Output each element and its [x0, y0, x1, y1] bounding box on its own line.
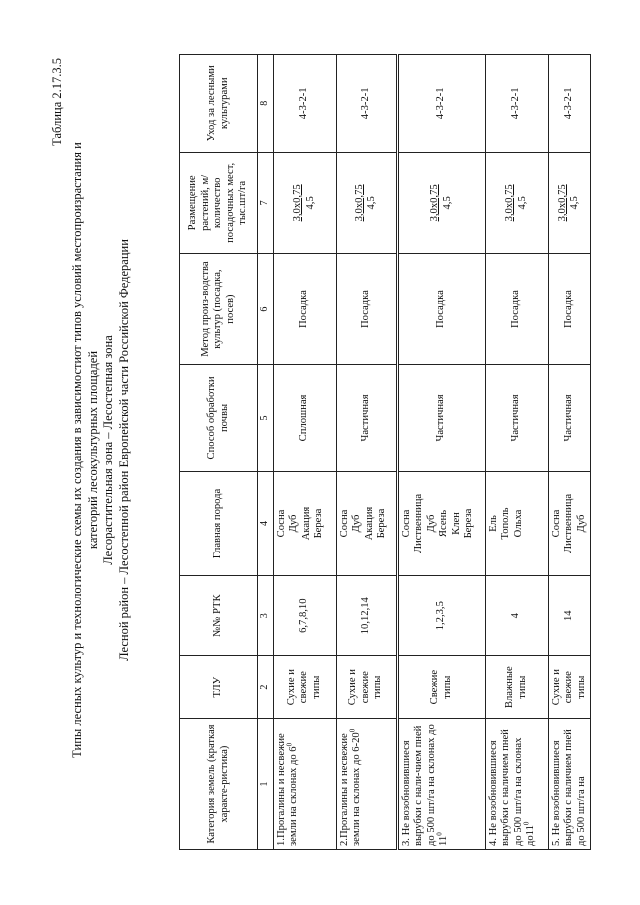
- care-cell: 4-3-2-1: [336, 55, 397, 153]
- col-number: 5: [258, 365, 274, 472]
- rtk-cell: 6,7,8,10: [273, 576, 336, 656]
- care-cell: 4-3-2-1: [548, 55, 591, 153]
- rtk-cell: 1,2,3,5: [397, 576, 485, 656]
- method-cell: Посадка: [485, 254, 548, 365]
- tlu-cell: Свежие типы: [397, 656, 485, 719]
- table-row: [273, 55, 336, 850]
- table-row: [336, 55, 397, 850]
- method-cell: Посадка: [548, 254, 591, 365]
- method-cell: Посадка: [397, 254, 485, 365]
- col-number: 8: [258, 55, 274, 153]
- table-row: [548, 55, 591, 850]
- tlu-cell: Сухие и свежие типы: [548, 656, 591, 719]
- col-number: 3: [258, 576, 274, 656]
- tlu-cell: Влажные типы: [485, 656, 548, 719]
- col-header-soil: Способ обработки почвы: [180, 365, 258, 472]
- table-title: [70, 50, 132, 850]
- rtk-cell: 14: [548, 576, 591, 656]
- column-number-row: [258, 55, 274, 850]
- rtk-cell: 10,12,14: [336, 576, 397, 656]
- forest-culture-table: [179, 54, 591, 850]
- header-row: [180, 55, 258, 850]
- soil-cell: Частичная: [485, 365, 548, 472]
- title-line-4: Лесной район – Лесостепной район Европейской части Российской Федерации: [116, 239, 131, 661]
- soil-cell: Частичная: [397, 365, 485, 472]
- category-cell: 4. Не возобновившиеся вырубки с наличием пней до 500 шт/га на склонах $до11^0$: [485, 719, 548, 850]
- title-line-2: категорий лесокультурных площадей: [85, 350, 100, 550]
- col-header-method: Метод произ-водства культур (посадка, посев): [180, 254, 258, 365]
- method-cell: Посадка: [273, 254, 336, 365]
- tlu-cell: Сухие и свежие типы: [273, 656, 336, 719]
- col-number: 6: [258, 254, 274, 365]
- col-number: 1: [258, 719, 274, 850]
- placement-cell: 3,0x0,75 4,5: [273, 152, 336, 254]
- placement-cell: 3,0x0,75 4,5: [397, 152, 485, 254]
- care-cell: 4-3-2-1: [273, 55, 336, 153]
- col-number: 4: [258, 471, 274, 575]
- col-number: 2: [258, 656, 274, 719]
- category-cell: 5. Не возобновившиеся вырубки с наличием пней до 500 шт/га на: [548, 719, 591, 850]
- table-row: [485, 55, 548, 850]
- category-cell: 1.Прогалины и несвежие земли на склонах до $6^0$: [273, 719, 336, 850]
- col-header-rtk: №№ РТК: [180, 576, 258, 656]
- placement-cell: 3,0x0,75 4,5: [336, 152, 397, 254]
- title-line-1: Типы лесных культур и технологические схемы их создания в зависимостиот типов условий местопроизрастания и: [70, 142, 84, 758]
- col-header-species: Главная порода: [180, 471, 258, 575]
- table-number: Таблица 2.17.3.5: [50, 58, 64, 146]
- category-cell: 3. Не возобновившиеся вырубки с нали-чием пней до 500 шт/га на склонах до $11^0$: [397, 719, 485, 850]
- soil-cell: Частичная: [548, 365, 591, 472]
- col-header-placement: Размещение растений, м/количество посадочных мест, тыс.шт/га: [180, 152, 258, 254]
- soil-cell: Сплошная: [273, 365, 336, 472]
- table-row: [397, 55, 485, 850]
- col-header-care: Уход за лесными культурами: [180, 55, 258, 153]
- col-number: 7: [258, 152, 274, 254]
- care-cell: 4-3-2-1: [397, 55, 485, 153]
- title-line-3: Лесорастительная зона – Лесостепная зона: [101, 335, 116, 565]
- placement-cell: 3,0x0,75 4,5: [548, 152, 591, 254]
- species-cell: Сосна Дуб Акация Береза: [273, 471, 336, 575]
- care-cell: 4-3-2-1: [485, 55, 548, 153]
- species-cell: Сосна Дуб Акация Береза: [336, 471, 397, 575]
- species-cell: Сосна Лиственница Дуб: [548, 471, 591, 575]
- species-cell: Сосна Лиственница Дуб Ясень Клен Береза: [397, 471, 485, 575]
- col-header-category: Категория земель (краткая характе-ристика): [180, 719, 258, 850]
- rotated-page: [40, 50, 600, 850]
- tlu-cell: Сухие и свежие типы: [336, 656, 397, 719]
- method-cell: Посадка: [336, 254, 397, 365]
- placement-cell: 3,0x0,75 4,5: [485, 152, 548, 254]
- category-cell: 2.Прогалины и несвежие земли на склонах до $6-20^0$: [336, 719, 397, 850]
- col-header-tlu: ТЛУ: [180, 656, 258, 719]
- rtk-cell: 4: [485, 576, 548, 656]
- soil-cell: Частичная: [336, 365, 397, 472]
- species-cell: Ель Тополь Ольха: [485, 471, 548, 575]
